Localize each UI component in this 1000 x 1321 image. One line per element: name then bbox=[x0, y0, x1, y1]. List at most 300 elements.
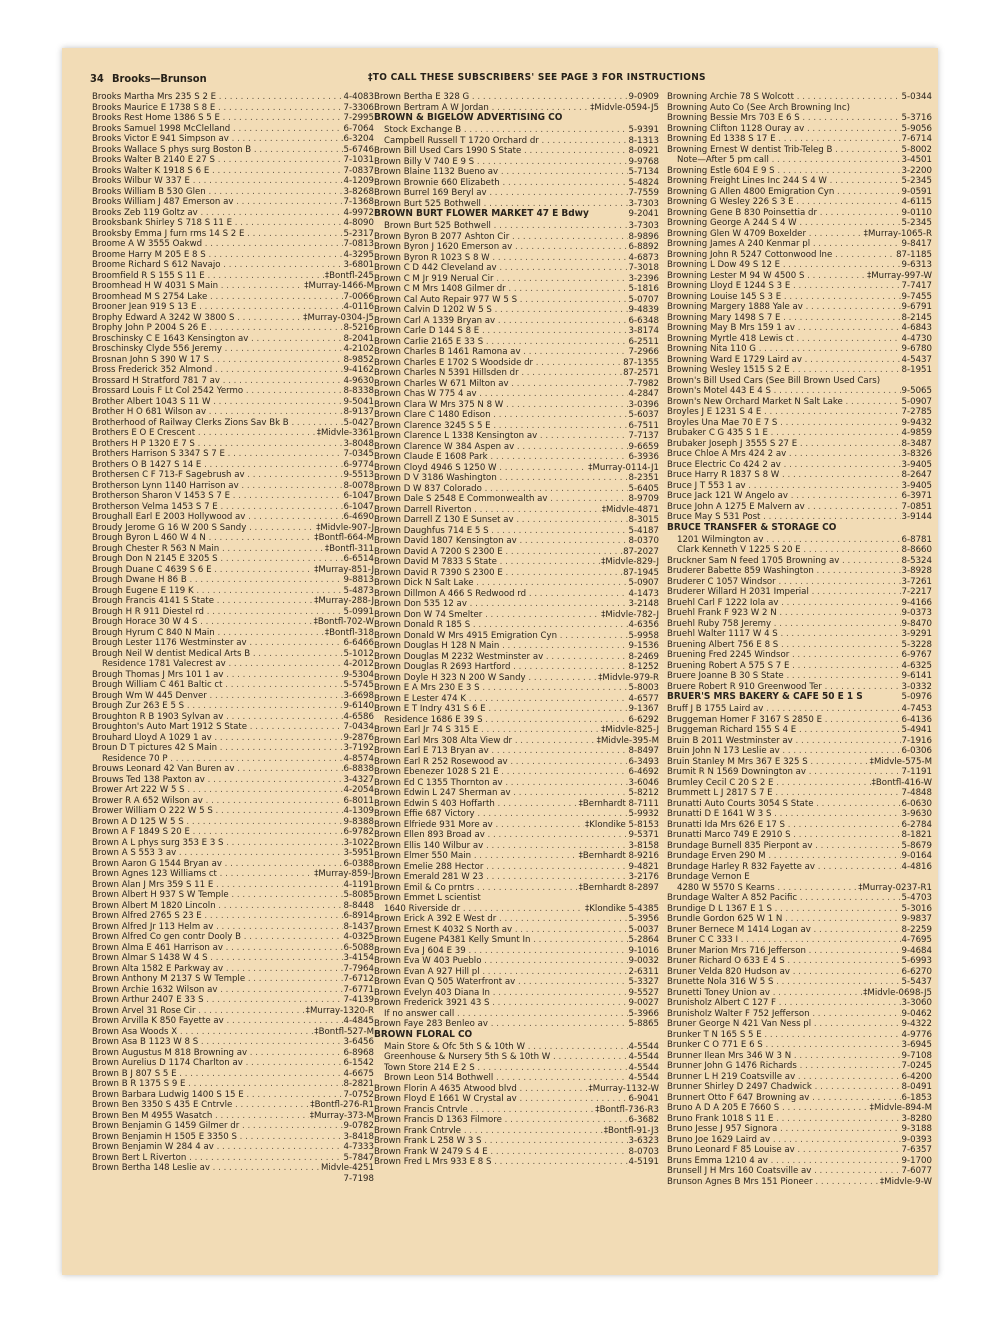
listing-name: Broomfield R S 155 S 11 E . . . bbox=[92, 271, 324, 282]
listing-row bbox=[92, 250, 374, 261]
listing-phone: ‡Murray-0114-J1 bbox=[588, 462, 659, 473]
listing-row bbox=[92, 764, 374, 775]
listing-name: Brown Ernest K 4032 S North av . . . bbox=[374, 925, 628, 936]
listing-row bbox=[374, 358, 659, 369]
listing-phone: 5-2345 bbox=[901, 218, 932, 228]
listing-name: Brough Hyrum C 840 N Main . . . bbox=[92, 628, 324, 639]
listing-name: Brown Carl A 1339 Bryan av . . . bbox=[374, 316, 628, 327]
listing-row bbox=[92, 113, 374, 124]
listing-row bbox=[667, 946, 932, 957]
listing-row bbox=[374, 431, 659, 442]
listing-phone: 3-7261 bbox=[901, 576, 932, 587]
listing-phone: 8-0703 bbox=[628, 1146, 659, 1157]
listing-row bbox=[667, 187, 932, 198]
listing-column-2 bbox=[374, 92, 659, 1272]
listing-name: Bruff J B 1755 Laird av . . . bbox=[667, 704, 901, 715]
listing-name: Brooks Walter B 2140 E 27 S . . . bbox=[92, 155, 343, 166]
listing-name: Brown Evan Q 505 Waterfront av . . . bbox=[374, 977, 628, 988]
listing-name: Brown Burt 525 Bothwell . . . bbox=[374, 199, 628, 210]
listing-row bbox=[667, 1103, 932, 1114]
listing-name: Brown B J 807 S 5 E . . . bbox=[92, 1069, 343, 1080]
listing-phone: 6-3204 bbox=[343, 134, 374, 144]
listing-phone: 3-0396 bbox=[628, 399, 659, 410]
listing-row bbox=[667, 640, 932, 651]
listing-name: Brough Wm W 445 Denver . . . bbox=[92, 691, 343, 702]
listing-phone: 8-8497 bbox=[628, 746, 659, 756]
listing-name: Brown Frank L 258 W 3 S . . . bbox=[374, 1136, 628, 1147]
listing-phone: 4-6115 bbox=[901, 197, 932, 207]
listing-name: Brown Almar S 1438 W 4 S . . . bbox=[92, 953, 343, 964]
listing-name: Brundige D L 1367 E 1 S . . . bbox=[667, 904, 901, 915]
listing-phone: ‡Midvle-829-J bbox=[601, 557, 659, 567]
listing-phone: ‡Klondike 5-4385 bbox=[585, 903, 659, 914]
listing-row bbox=[374, 263, 659, 274]
listing-row bbox=[667, 166, 932, 177]
listing-name: Brooks Maurice E 1738 S 8 E . . . bbox=[92, 103, 343, 114]
listing-phone: ‡Bontfl-276-R1 bbox=[310, 1100, 374, 1110]
listing-row bbox=[92, 260, 374, 271]
listing-phone: ‡Midvle-907-J bbox=[316, 522, 374, 533]
listing-row bbox=[667, 736, 932, 747]
listing-row bbox=[374, 589, 659, 600]
listing-row bbox=[667, 977, 932, 988]
listing-phone: 6-6270 bbox=[901, 966, 932, 977]
listing-phone: 9-9768 bbox=[628, 156, 659, 167]
listing-name: Brough Horace 30 W 4 S . . . bbox=[92, 617, 313, 628]
listing-row bbox=[92, 922, 374, 933]
listing-name: Brown Leon 514 Bothwell . . . bbox=[384, 1073, 628, 1084]
listing-phone: 6-7511 bbox=[628, 420, 659, 431]
listing-row bbox=[667, 608, 932, 619]
listing-phone: 3-8418 bbox=[343, 1131, 374, 1142]
listing-row bbox=[374, 820, 659, 831]
listing-row bbox=[92, 1121, 374, 1132]
listing-name: Brown Edwin S 403 Hoffarth . . . bbox=[374, 799, 578, 810]
listing-phone: 9-1700 bbox=[901, 1155, 932, 1166]
listing-name: Brown David M 7833 S State . . . bbox=[374, 557, 600, 568]
listing-name: Brown Donald W Mrs 4915 Emigration Cyn . . . bbox=[374, 631, 628, 642]
listing-name: Brown C M Mrs 1408 Gilmer dr . . . bbox=[374, 284, 628, 295]
listing-phone: ‡Murray-851-J bbox=[314, 564, 374, 575]
listing-phone: 6-9782 bbox=[343, 827, 374, 837]
listing-name: Browning Archie 78 S Wolcott . . . bbox=[667, 92, 901, 103]
listing-row bbox=[92, 554, 374, 565]
listing-row bbox=[92, 302, 374, 313]
listing-row bbox=[92, 1069, 374, 1080]
listing-row bbox=[92, 817, 374, 828]
listing-name: Campbell Russell T 1720 Orchard dr . . . bbox=[384, 136, 628, 147]
listing-row bbox=[667, 208, 932, 219]
listing-row bbox=[374, 788, 659, 799]
listing-row bbox=[92, 964, 374, 975]
listing-phone: 3-2176 bbox=[628, 872, 659, 882]
listing-row bbox=[374, 568, 659, 579]
listing-phone: 9-9432 bbox=[901, 417, 932, 428]
listing-name: Brown Bertha E 328 G . . . bbox=[374, 92, 628, 103]
listing-row bbox=[92, 239, 374, 250]
listing-row bbox=[667, 598, 932, 609]
listing-phone: 4-5544 bbox=[628, 1052, 659, 1062]
display-listing bbox=[374, 113, 659, 125]
listing-row bbox=[92, 491, 374, 502]
listing-row bbox=[374, 830, 659, 841]
listing-name: Browning G Allen 4800 Emigration Cyn . . . bbox=[667, 187, 901, 198]
listing-name: Brown Albert M 1820 Lincoln . . . bbox=[92, 901, 343, 912]
listing-row bbox=[374, 473, 659, 484]
listing-name: Brunisholz Albert C 127 F . . . bbox=[667, 998, 901, 1009]
listing-phone: 5-3966 bbox=[628, 1008, 659, 1019]
listing-name: Brown A F 1849 S 20 E . . . bbox=[92, 827, 343, 838]
listing-name: Brown Florin A 4635 Atwood blvd . . . bbox=[374, 1084, 588, 1095]
listing-phone: 6-0388 bbox=[343, 858, 374, 869]
listing-row bbox=[374, 557, 659, 568]
listing-phone: 6-1853 bbox=[901, 1092, 932, 1103]
listing-row bbox=[92, 1006, 374, 1017]
listing-name: Brough Duane C 4639 S 6 E . . . bbox=[92, 565, 313, 576]
listing-name: Bruehl Walter 1117 W 4 S . . . bbox=[667, 629, 901, 640]
listing-phone: 9-0462 bbox=[901, 1008, 932, 1019]
listing-phone: 6-1542 bbox=[343, 1058, 374, 1068]
listing-phone: 4-9972 bbox=[343, 207, 374, 218]
listing-row bbox=[667, 671, 932, 682]
listing-name: Brown Arvel 31 Rose Cir . . . bbox=[92, 1006, 305, 1017]
listing-name: Brough Dwane H 86 B . . . bbox=[92, 575, 343, 586]
listing-row bbox=[374, 232, 659, 243]
listing-phone: 6-2511 bbox=[628, 336, 659, 347]
listing-phone: 8-9137 bbox=[343, 407, 374, 417]
listing-phone: 3-8048 bbox=[343, 438, 374, 449]
listing-row bbox=[667, 925, 932, 936]
listing-name: Brown Emerald 281 W 23 . . . bbox=[374, 872, 628, 883]
listing-name: Bruggeman Richard 155 S 4 E . . . bbox=[667, 725, 901, 736]
listing-name: Brothers E O E Crescent . . . bbox=[92, 428, 316, 439]
listing-name: Brown Billy V 740 E 9 S . . . bbox=[374, 157, 628, 168]
listing-phone: 87-1355 bbox=[623, 357, 659, 368]
listing-phone: 2-6311 bbox=[628, 966, 659, 977]
listing-row bbox=[667, 788, 932, 799]
listing-name: Brown Daughfus 714 E 5 S . . . bbox=[374, 526, 628, 537]
listing-phone: 6-6466 bbox=[343, 638, 374, 648]
listing-name: Residence 1781 Valecrest av . . . bbox=[102, 659, 343, 670]
listing-name: Browning Nita 110 G . . . bbox=[667, 344, 901, 355]
listing-phone: 9-6140 bbox=[343, 701, 374, 711]
listing-row bbox=[374, 977, 659, 988]
listing-name: Brown Bertram A W Jordan . . . bbox=[374, 103, 589, 114]
listing-row bbox=[667, 418, 932, 429]
listing-name: Brubaker Joseph J 3555 S 27 E . . . bbox=[667, 439, 901, 450]
listing-row bbox=[92, 890, 374, 901]
listing-phone: 9-1016 bbox=[628, 945, 659, 956]
listing-row bbox=[667, 1135, 932, 1146]
listing-row bbox=[667, 577, 932, 588]
listing-row bbox=[667, 1061, 932, 1072]
listing-phone: 5-0907 bbox=[901, 396, 932, 407]
listing-row bbox=[667, 893, 932, 904]
listing-phone: ‡Midvle-575-M bbox=[869, 756, 932, 767]
listing-phone: 5-7847 bbox=[343, 1152, 374, 1163]
listing-row bbox=[667, 883, 932, 894]
listing-row bbox=[374, 242, 659, 253]
listing-name: Brown Burrel 169 Beryl av . . . bbox=[374, 188, 628, 199]
listing-row bbox=[667, 830, 932, 841]
listing-phone: 9-2041 bbox=[628, 209, 659, 219]
listing-row bbox=[667, 491, 932, 502]
listing-row bbox=[92, 880, 374, 891]
listing-row bbox=[374, 379, 659, 390]
listing-phone: 4-4816 bbox=[901, 861, 932, 872]
listing-name: 4280 W 5570 S Kearns . . . bbox=[677, 883, 857, 894]
listing-row bbox=[374, 274, 659, 285]
listing-row bbox=[374, 494, 659, 505]
listing-phone: ‡Bontfl-702-W bbox=[313, 617, 374, 627]
listing-phone: 9-0110 bbox=[901, 207, 932, 218]
listing-name: Brooks Wallace S phys surg Boston B . . . bbox=[92, 145, 343, 156]
listing-phone: ‡Bontfl-664-M bbox=[314, 533, 374, 543]
listing-row bbox=[374, 167, 659, 178]
listing-name: Broome Harry M 205 E 8 S . . . bbox=[92, 250, 343, 261]
listing-name: Brown Barbara Ludwig 1400 S 15 E . . . bbox=[92, 1090, 343, 1101]
listing-row bbox=[374, 841, 659, 852]
listing-name: Brown Augustus M 818 Browning av . . . bbox=[92, 1048, 343, 1059]
listing-name: Bruce Electric Co 424 2 av . . . bbox=[667, 460, 901, 471]
listing-row bbox=[92, 397, 374, 408]
listing-name: Brunker T N 165 S 5 E . . . bbox=[667, 1030, 901, 1041]
listing-phone: 6-4692 bbox=[628, 767, 659, 777]
listing-phone: 6-1047 bbox=[343, 501, 374, 512]
listing-phone: 5-7134 bbox=[628, 167, 659, 177]
listing-phone: 9-0782 bbox=[343, 1121, 374, 1131]
listing-row bbox=[667, 862, 932, 873]
listing-name: Broughall Earl E 2003 Hollywood av . . . bbox=[92, 512, 343, 523]
listing-name: Brown Charles B 1461 Ramona av . . . bbox=[374, 347, 628, 358]
listing-row bbox=[92, 229, 374, 240]
listing-phone: 7-7137 bbox=[628, 431, 659, 441]
listing-phone: 3-0332 bbox=[901, 681, 932, 692]
listing-row bbox=[374, 662, 659, 673]
listing-name: Brown Bertha 148 Leslie av . . . bbox=[92, 1163, 320, 1174]
listing-phone: 4-8574 bbox=[343, 753, 374, 764]
listing-phone: 8-9709 bbox=[628, 494, 659, 504]
listing-row bbox=[374, 767, 659, 778]
listing-row bbox=[374, 673, 659, 684]
listing-row bbox=[374, 178, 659, 189]
listing-name: Browning Glen W 4709 Boxelder . . . bbox=[667, 229, 863, 240]
listing-name: Brown Effie 687 Victory . . . bbox=[374, 809, 628, 820]
listing-name: Brough Francis 4141 S State . . . bbox=[92, 596, 313, 607]
listing-phone: 9-7108 bbox=[901, 1050, 932, 1061]
listing-phone: 5-4187 bbox=[628, 525, 659, 536]
listing-phone: 6-0306 bbox=[901, 746, 932, 756]
listing-row bbox=[667, 956, 932, 967]
listing-name: Brooksby Emma J furn rms 14 S 2 E . . . bbox=[92, 229, 343, 240]
listing-row bbox=[667, 449, 932, 460]
listing-name: Brown Ben M 4955 Wasatch . . . bbox=[92, 1111, 309, 1122]
listing-phone: 7-2785 bbox=[901, 407, 932, 417]
listing-phone: 9-7455 bbox=[901, 291, 932, 302]
listing-name: Brundage Erven 290 M . . . bbox=[667, 851, 901, 862]
listing-row bbox=[667, 1082, 932, 1093]
listing-phone: 8-3487 bbox=[901, 438, 932, 449]
listing-phone: 4-4730 bbox=[901, 333, 932, 344]
listing-phone: 4-3295 bbox=[343, 249, 374, 260]
listing-phone: 6-4200 bbox=[901, 1071, 932, 1082]
listing-phone: 8-5324 bbox=[901, 555, 932, 566]
listing-phone: 9-6780 bbox=[901, 344, 932, 354]
listing-row bbox=[92, 943, 374, 954]
listing-phone: 3-8268 bbox=[343, 186, 374, 197]
listing-name: Brooks William B 530 Glen . . . bbox=[92, 187, 343, 198]
listing-row bbox=[92, 1016, 374, 1027]
listing-phone: ‡Murray-288-J bbox=[314, 596, 374, 606]
listing-phone: 3-7303 bbox=[628, 198, 659, 209]
listing-row bbox=[667, 587, 932, 598]
listing-row bbox=[92, 1048, 374, 1059]
listing-phone: 7-0752 bbox=[343, 1089, 374, 1100]
listing-row bbox=[667, 103, 932, 114]
listing-name: Brown A S 553 3 av . . . bbox=[92, 848, 343, 859]
listing-phone: 6-2784 bbox=[901, 819, 932, 830]
listing-row bbox=[374, 484, 659, 495]
listing-row bbox=[92, 733, 374, 744]
listing-row bbox=[667, 512, 932, 523]
listing-name: Brunatti D E 1641 W 3 S . . . bbox=[667, 809, 901, 820]
listing-row bbox=[667, 872, 932, 883]
listing-name: Brown Earl Mrs 308 Alta View dr . . . bbox=[374, 736, 596, 747]
listing-name: Browning Clifton 1128 Ouray av . . . bbox=[667, 124, 901, 135]
listing-row bbox=[92, 607, 374, 618]
listing-row bbox=[667, 145, 932, 156]
listing-phone: ‡Murray-1132-W bbox=[588, 1083, 659, 1094]
listing-row bbox=[667, 260, 932, 271]
listing-phone: 5-5745 bbox=[343, 680, 374, 690]
listing-name: Brough Lester 1176 Westminster av . . . bbox=[92, 638, 343, 649]
listing-name: Brown Evelyn 403 Diana In . . . bbox=[374, 988, 628, 999]
listing-name: Brothers Harrison S 3347 S 7 E . . . bbox=[92, 449, 343, 460]
listing-phone: 9-3188 bbox=[901, 1124, 932, 1134]
listing-phone: 5-3016 bbox=[901, 903, 932, 914]
directory-page bbox=[62, 48, 938, 1275]
listing-phone bbox=[931, 872, 932, 883]
listing-row bbox=[92, 995, 374, 1006]
listing-name: Brundage Vernon E bbox=[667, 872, 750, 882]
listing-phone: 3-4154 bbox=[343, 953, 374, 963]
listing-phone: ‡Bontfl-416-W bbox=[871, 777, 932, 788]
listing-row bbox=[667, 1114, 932, 1125]
listing-row bbox=[667, 1124, 932, 1135]
listing-name: Brown Erick A 392 E West dr . . . bbox=[374, 914, 628, 925]
listing-phone: ‡Midvle-782-J bbox=[601, 609, 659, 620]
listing-phone: 7-6712 bbox=[343, 974, 374, 984]
listing-row bbox=[667, 218, 932, 229]
listing-name: Brown E Lester 474 K . . . bbox=[374, 694, 628, 705]
listing-name: Brown E A Mrs 230 E 3 S . . . bbox=[374, 683, 628, 694]
listing-phone: 6-8892 bbox=[628, 242, 659, 252]
listing-row bbox=[374, 1105, 659, 1116]
listing-phone: 7-0851 bbox=[901, 501, 932, 512]
listing-phone: 5-1816 bbox=[628, 284, 659, 294]
listing-row bbox=[92, 187, 374, 198]
listing-row bbox=[667, 155, 932, 166]
listing-name: Brooks Samuel 1998 McClelland . . . bbox=[92, 124, 343, 135]
listing-phone: 4-7695 bbox=[901, 935, 932, 945]
listing-row bbox=[92, 827, 374, 838]
listing-phone: 8-2821 bbox=[343, 1079, 374, 1089]
listing-phone: 5-8003 bbox=[628, 683, 659, 693]
listing-row bbox=[667, 439, 932, 450]
listing-name: Brooner Jean 919 S 13 E . . . bbox=[92, 302, 343, 313]
listing-name: If no answer call . . . bbox=[384, 1009, 628, 1020]
listing-name: Brown Frederick 3921 43 S . . . bbox=[374, 998, 628, 1009]
listing-name: Brown Calvin D 1202 W 5 S . . . bbox=[374, 305, 628, 316]
listing-phone: 7-6714 bbox=[901, 134, 932, 144]
listing-name: Clark Kenneth V 1225 S 20 E . . . bbox=[677, 545, 901, 556]
listing-name: Bruening Robert A 575 S 7 E . . . bbox=[667, 661, 901, 672]
listing-row bbox=[374, 515, 659, 526]
listing-row bbox=[667, 799, 932, 810]
listing-row bbox=[92, 1090, 374, 1101]
listing-phone: 3-9144 bbox=[901, 512, 932, 522]
listing-name: Brown Asa B 1123 W 8 S . . . bbox=[92, 1037, 343, 1048]
listing-row bbox=[374, 704, 659, 715]
listing-phone: 8-1437 bbox=[343, 921, 374, 932]
listing-row bbox=[667, 502, 932, 513]
listing-name: Bruno Leonard F 85 Louise av . . . bbox=[667, 1145, 901, 1156]
listing-name: Brown Faye 283 Benleo av . . . bbox=[374, 1019, 628, 1030]
listing-phone: 4-6325 bbox=[901, 660, 932, 671]
listing-row bbox=[374, 1019, 659, 1030]
listing-row bbox=[374, 347, 659, 358]
listing-row bbox=[667, 323, 932, 334]
listing-row bbox=[374, 442, 659, 453]
listing-row bbox=[667, 746, 932, 757]
listing-row bbox=[374, 620, 659, 631]
listing-phone: 5-0907 bbox=[628, 578, 659, 588]
listing-name: Brunetti Toney Union av . . . bbox=[667, 988, 862, 999]
listing-row bbox=[374, 1042, 659, 1053]
listing-row bbox=[92, 365, 374, 376]
listing-phone: 5-0707 bbox=[628, 294, 659, 305]
listing-name: Brown Benjamin G 1459 Gilmer dr . . . bbox=[92, 1121, 343, 1132]
listing-row bbox=[667, 1051, 932, 1062]
listing-row bbox=[92, 176, 374, 187]
listing-phone: 8-0921 bbox=[628, 146, 659, 156]
listing-row bbox=[667, 397, 932, 408]
listing-row bbox=[92, 953, 374, 964]
listing-row bbox=[92, 586, 374, 597]
listing-phone: 4-1191 bbox=[343, 879, 374, 890]
listing-phone: 9-5065 bbox=[901, 386, 932, 396]
listing-row bbox=[374, 295, 659, 306]
listing-name: Broughton R B 1903 Sylvan av . . . bbox=[92, 712, 343, 723]
listing-phone: 5-1012 bbox=[343, 648, 374, 659]
listing-row bbox=[667, 682, 932, 693]
listing-row bbox=[92, 743, 374, 754]
listing-row bbox=[374, 914, 659, 925]
listing-phone: 9-4162 bbox=[343, 365, 374, 375]
listing-phone: 7-0434 bbox=[343, 722, 374, 732]
listing-phone: 8-2647 bbox=[901, 470, 932, 480]
listing-phone: 8-8448 bbox=[343, 900, 374, 911]
listing-row bbox=[374, 1052, 659, 1063]
listing-name: 1201 Wilmington av . . . bbox=[677, 535, 901, 546]
listing-name: Note—After 5 pm call . . . bbox=[677, 155, 901, 166]
listing-row bbox=[374, 199, 659, 210]
listing-name: Brown B R 1375 S 9 E . . . bbox=[92, 1079, 343, 1090]
listing-row bbox=[667, 365, 932, 376]
listing-phone: 7-0345 bbox=[343, 449, 374, 459]
listing-row bbox=[667, 470, 932, 481]
listing-name: Bruin B 2011 Westminster av . . . bbox=[667, 736, 901, 747]
